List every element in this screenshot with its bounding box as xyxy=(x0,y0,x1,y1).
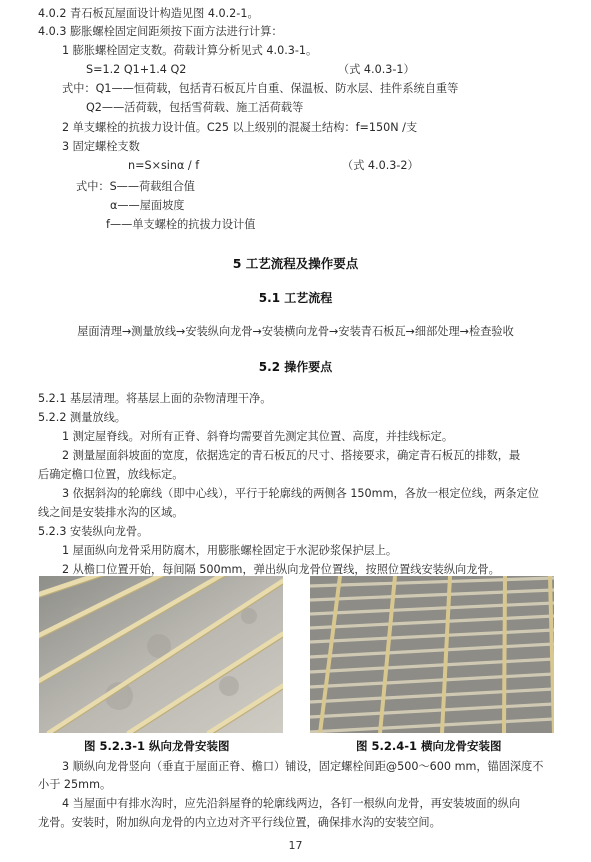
text-line: 4 当屋面中有排水沟时，应先沿斜屋脊的轮廓线两边，各钉一根纵向龙骨，再安装坡面的纵向 xyxy=(62,797,521,810)
process-flow: 屋面清理→测量放线→安装纵向龙骨→安装横向龙骨→安装青石板瓦→细部处理→检查验收 xyxy=(77,325,514,338)
section-title: 5 工艺流程及操作要点 xyxy=(232,256,359,271)
formula-number: （式 4.0.3-1） xyxy=(338,63,415,76)
text-line: 后确定檐口位置，放线标定。 xyxy=(38,468,184,481)
subsection-title: 5.2 操作要点 xyxy=(258,360,333,374)
text-line: 小于 25mm。 xyxy=(38,778,112,791)
subsection-title: 5.1 工艺流程 xyxy=(258,291,333,305)
text-line: α——屋面坡度 xyxy=(110,199,185,212)
text-line: 1 测定屋脊线。对所有正脊、斜脊均需要首先测定其位置、高度，并挂线标定。 xyxy=(62,430,454,443)
text-line: 4.0.2 青石板瓦屋面设计构造见图 4.0.2-1。 xyxy=(38,7,259,20)
text-line: Q2——活荷载，包括雪荷载、施工活荷载等 xyxy=(86,101,304,114)
text-line: 1 屋面纵向龙骨采用防腐木，用膨胀螺栓固定于水泥砂浆保护层上。 xyxy=(62,544,398,557)
text-line: 3 固定螺栓支数 xyxy=(62,140,140,153)
text-line: 5.2.1 基层清理。将基层上面的杂物清理干净。 xyxy=(38,392,272,405)
text-line: 2 从檐口位置开始，每间隔 500mm，弹出纵向龙骨位置线，按照位置线安装纵向龙骨。 xyxy=(62,563,500,576)
photo-transverse-keel-image xyxy=(310,576,554,733)
text-line: 2 单支螺栓的抗拔力设计值。C25 以上级别的混凝土结构：f=150N /支 xyxy=(62,121,418,134)
formula-line: n=S×sinα / f xyxy=(128,159,200,172)
figure-caption: 图 5.2.3-1 纵向龙骨安装图 xyxy=(84,739,230,753)
text-line: 线之间是安装排水沟的区域。 xyxy=(38,506,184,519)
text-line: 5.2.3 安装纵向龙骨。 xyxy=(38,525,149,538)
figure-caption: 图 5.2.4-1 横向龙骨安装图 xyxy=(356,739,502,753)
page-number: 17 xyxy=(288,839,303,852)
text-line: 1 膨胀螺栓固定支数。荷载计算分析见式 4.0.3-1。 xyxy=(62,44,318,57)
photo-longitudinal-keel-image xyxy=(39,576,283,733)
formula-line: S=1.2 Q1+1.4 Q2 xyxy=(86,63,187,76)
text-line: 3 依据斜沟的轮廓线（即中心线），平行于轮廓线的两侧各 150mm，各放一根定位线，两条定位 xyxy=(62,487,539,500)
formula-number: （式 4.0.3-2） xyxy=(342,159,419,172)
text-line: 2 测量屋面斜坡面的宽度，依据选定的青石板瓦的尺寸、搭接要求，确定青石板瓦的排数，最 xyxy=(62,449,521,462)
text-line: 3 顺纵向龙骨竖向（垂直于屋面正脊、檐口）铺设，固定螺栓间距@500～600 mm，锚固深度不 xyxy=(62,760,544,773)
photo-transverse-keel xyxy=(310,576,554,733)
text-line: 式中：Q1——恒荷载，包括青石板瓦片自重、保温板、防水层、挂件系统自重等 xyxy=(62,82,459,95)
photo-longitudinal-keel xyxy=(39,576,283,733)
text-line: 4.0.3 膨胀螺栓固定间距须按下面方法进行计算： xyxy=(38,25,283,38)
text-line: 5.2.2 测量放线。 xyxy=(38,411,126,424)
text-line: 式中：S——荷载组合值 xyxy=(76,180,195,193)
text-line: 龙骨。安装时，附加纵向龙骨的内立边对齐平行线位置，确保排水沟的安装空间。 xyxy=(38,816,441,829)
text-line: f——单支螺栓的抗拔力设计值 xyxy=(106,218,256,231)
